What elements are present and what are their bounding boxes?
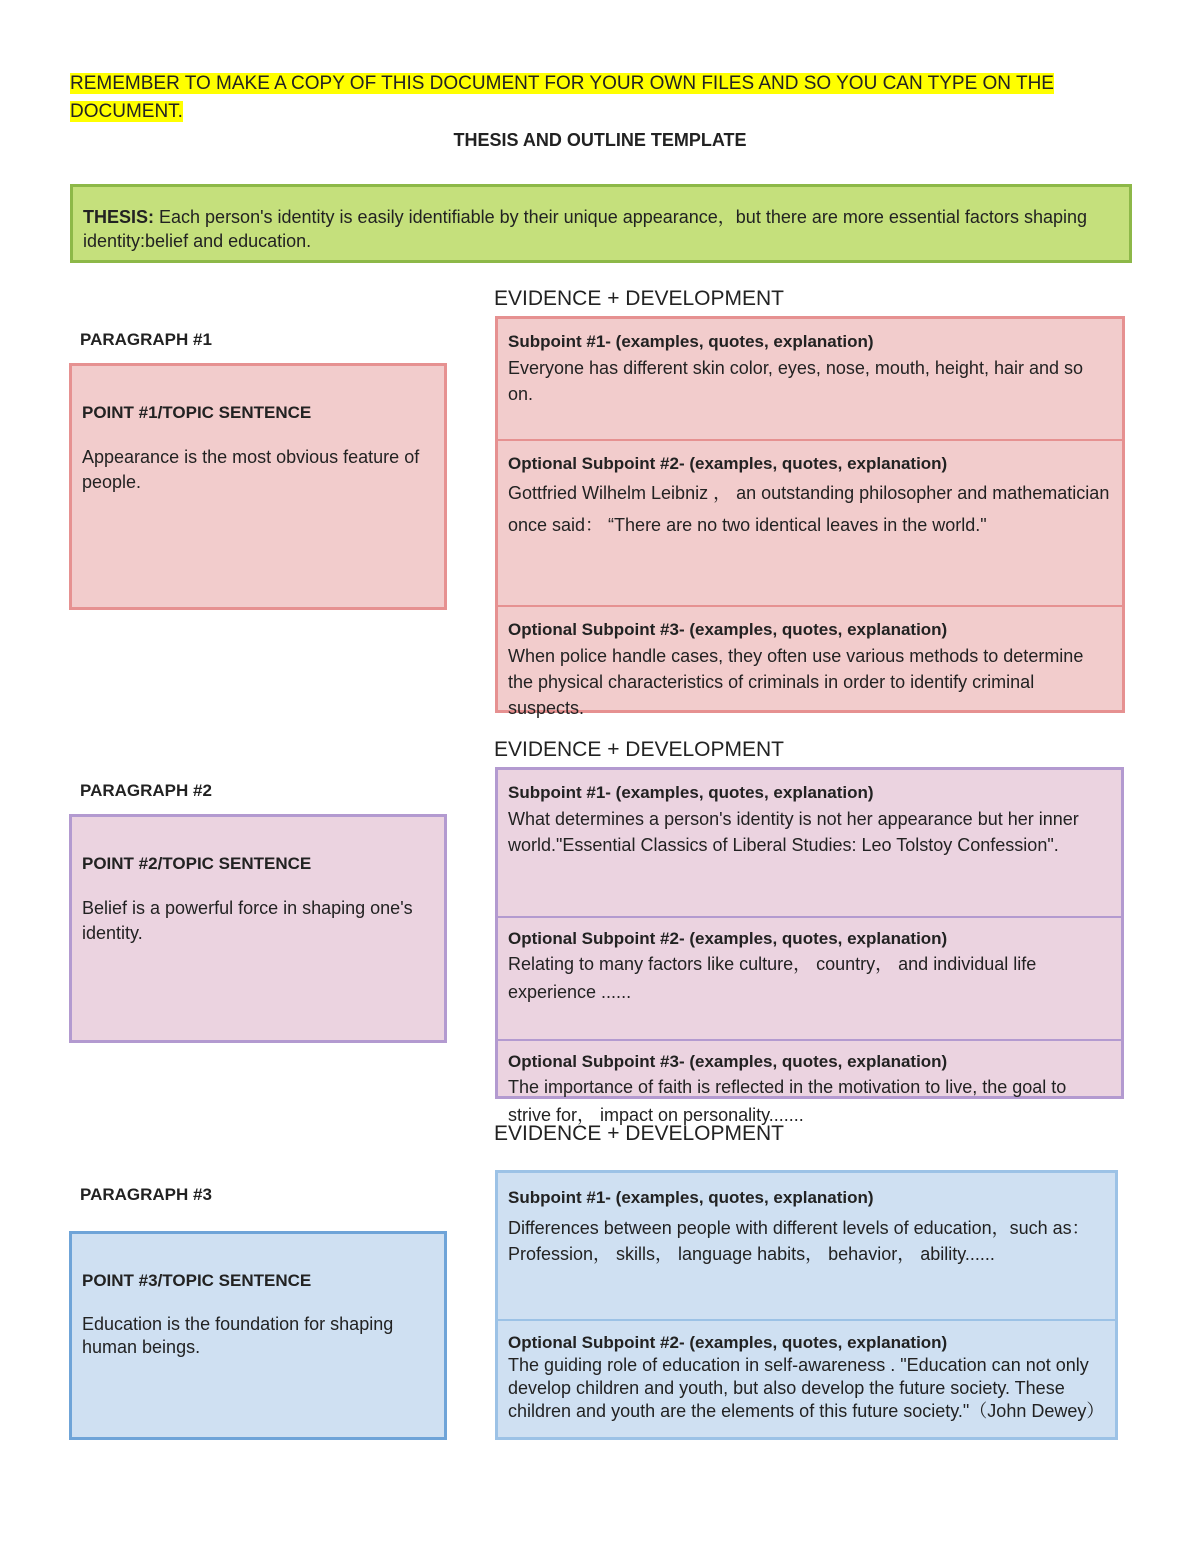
subpoint-text: Everyone has different skin color, eyes, nose, mouth, height, hair and so on. bbox=[508, 358, 1084, 404]
point-title-3: POINT #3/TOPIC SENTENCE bbox=[82, 1271, 312, 1290]
paragraph-label-1: PARAGRAPH #1 bbox=[80, 330, 212, 349]
subpoint-title: Optional Subpoint #2- (examples, quotes, explanation) bbox=[508, 1333, 948, 1352]
evidence-heading-1: EVIDENCE + DEVELOPMENT bbox=[494, 287, 784, 310]
subpoint-1-2 bbox=[498, 441, 1122, 607]
subpoint-text: Differences between people with different levels of education，such as： Profession， skills， language habits， behavior， ability...... bbox=[508, 1218, 1090, 1264]
subpoint-text: When police handle cases, they often use various methods to determine the physical characteristics of criminals in order to identify criminal suspects. bbox=[508, 646, 1084, 718]
paragraph-label-3: PARAGRAPH #3 bbox=[80, 1185, 212, 1204]
point-text-3: Education is the foundation for shaping human beings. bbox=[82, 1314, 394, 1357]
subpoint-text: What determines a person's identity is not her appearance but her inner world."Essential Classics of Liberal Studies: Leo Tolstoy Confession". bbox=[508, 809, 1079, 855]
subpoint-text: The guiding role of education in self-awareness . "Education can not only develop children and youth, but also develop the future society. These children and youth are the elements of this future society."（John Dewey） bbox=[508, 1355, 1105, 1421]
subpoint-1-3 bbox=[498, 607, 1122, 731]
thesis-text: Each person's identity is easily identifiable by their unique appearance，but there are more essential factors shaping identity:belief and education. bbox=[83, 207, 1087, 251]
point-text-1: Appearance is the most obvious feature of people. bbox=[82, 447, 420, 492]
evidence-heading-2: EVIDENCE + DEVELOPMENT bbox=[494, 738, 784, 761]
subpoint-title: Optional Subpoint #2- (examples, quotes, explanation) bbox=[508, 454, 948, 473]
thesis-label: THESIS: bbox=[83, 207, 155, 227]
subpoint-title: Optional Subpoint #2- (examples, quotes, explanation) bbox=[508, 929, 948, 948]
subpoint-title: Subpoint #1- (examples, quotes, explanation) bbox=[508, 1188, 874, 1207]
page-title: THESIS AND OUTLINE TEMPLATE bbox=[453, 130, 747, 150]
subpoint-1-1 bbox=[498, 319, 1122, 441]
evidence-box-2 bbox=[495, 767, 1124, 1125]
evidence-heading-3: EVIDENCE + DEVELOPMENT bbox=[494, 1122, 784, 1145]
subpoint-title: Subpoint #1- (examples, quotes, explanation) bbox=[508, 783, 874, 802]
evidence-box-3 bbox=[495, 1170, 1118, 1440]
subpoint-2-1 bbox=[498, 770, 1121, 918]
evidence-box-1 bbox=[495, 316, 1125, 718]
point-title-2: POINT #2/TOPIC SENTENCE bbox=[82, 854, 312, 873]
subpoint-3-1 bbox=[498, 1173, 1115, 1321]
subpoint-3-2 bbox=[498, 1321, 1115, 1433]
point-box-2 bbox=[69, 814, 447, 1043]
subpoint-text: Relating to many factors like culture， country， and individual life experience ...... bbox=[508, 954, 1037, 1002]
point-box-1 bbox=[69, 363, 447, 610]
subpoint-title: Optional Subpoint #3- (examples, quotes, explanation) bbox=[508, 620, 948, 639]
subpoint-text: The importance of faith is reflected in the motivation to live, the goal to strive for， impact on personality....... bbox=[508, 1077, 1067, 1125]
reminder-note: REMEMBER TO MAKE A COPY OF THIS DOCUMENT FOR YOUR OWN FILES AND SO YOU CAN TYPE ON THE DOCUMENT. bbox=[70, 73, 1054, 122]
subpoint-text: Gottfried Wilhelm Leibniz ， an outstanding philosopher and mathematician once said： “There are no two identical leaves in the world." bbox=[508, 483, 1110, 535]
point-text-2: Belief is a powerful force in shaping one's identity. bbox=[82, 898, 413, 943]
subpoint-title: Subpoint #1- (examples, quotes, explanation) bbox=[508, 332, 874, 351]
subpoint-2-2 bbox=[498, 918, 1121, 1041]
subpoint-title: Optional Subpoint #3- (examples, quotes, explanation) bbox=[508, 1052, 948, 1071]
point-title-1: POINT #1/TOPIC SENTENCE bbox=[82, 403, 312, 422]
paragraph-label-2: PARAGRAPH #2 bbox=[80, 781, 212, 800]
point-box-3 bbox=[69, 1231, 447, 1440]
thesis-box bbox=[70, 184, 1132, 263]
